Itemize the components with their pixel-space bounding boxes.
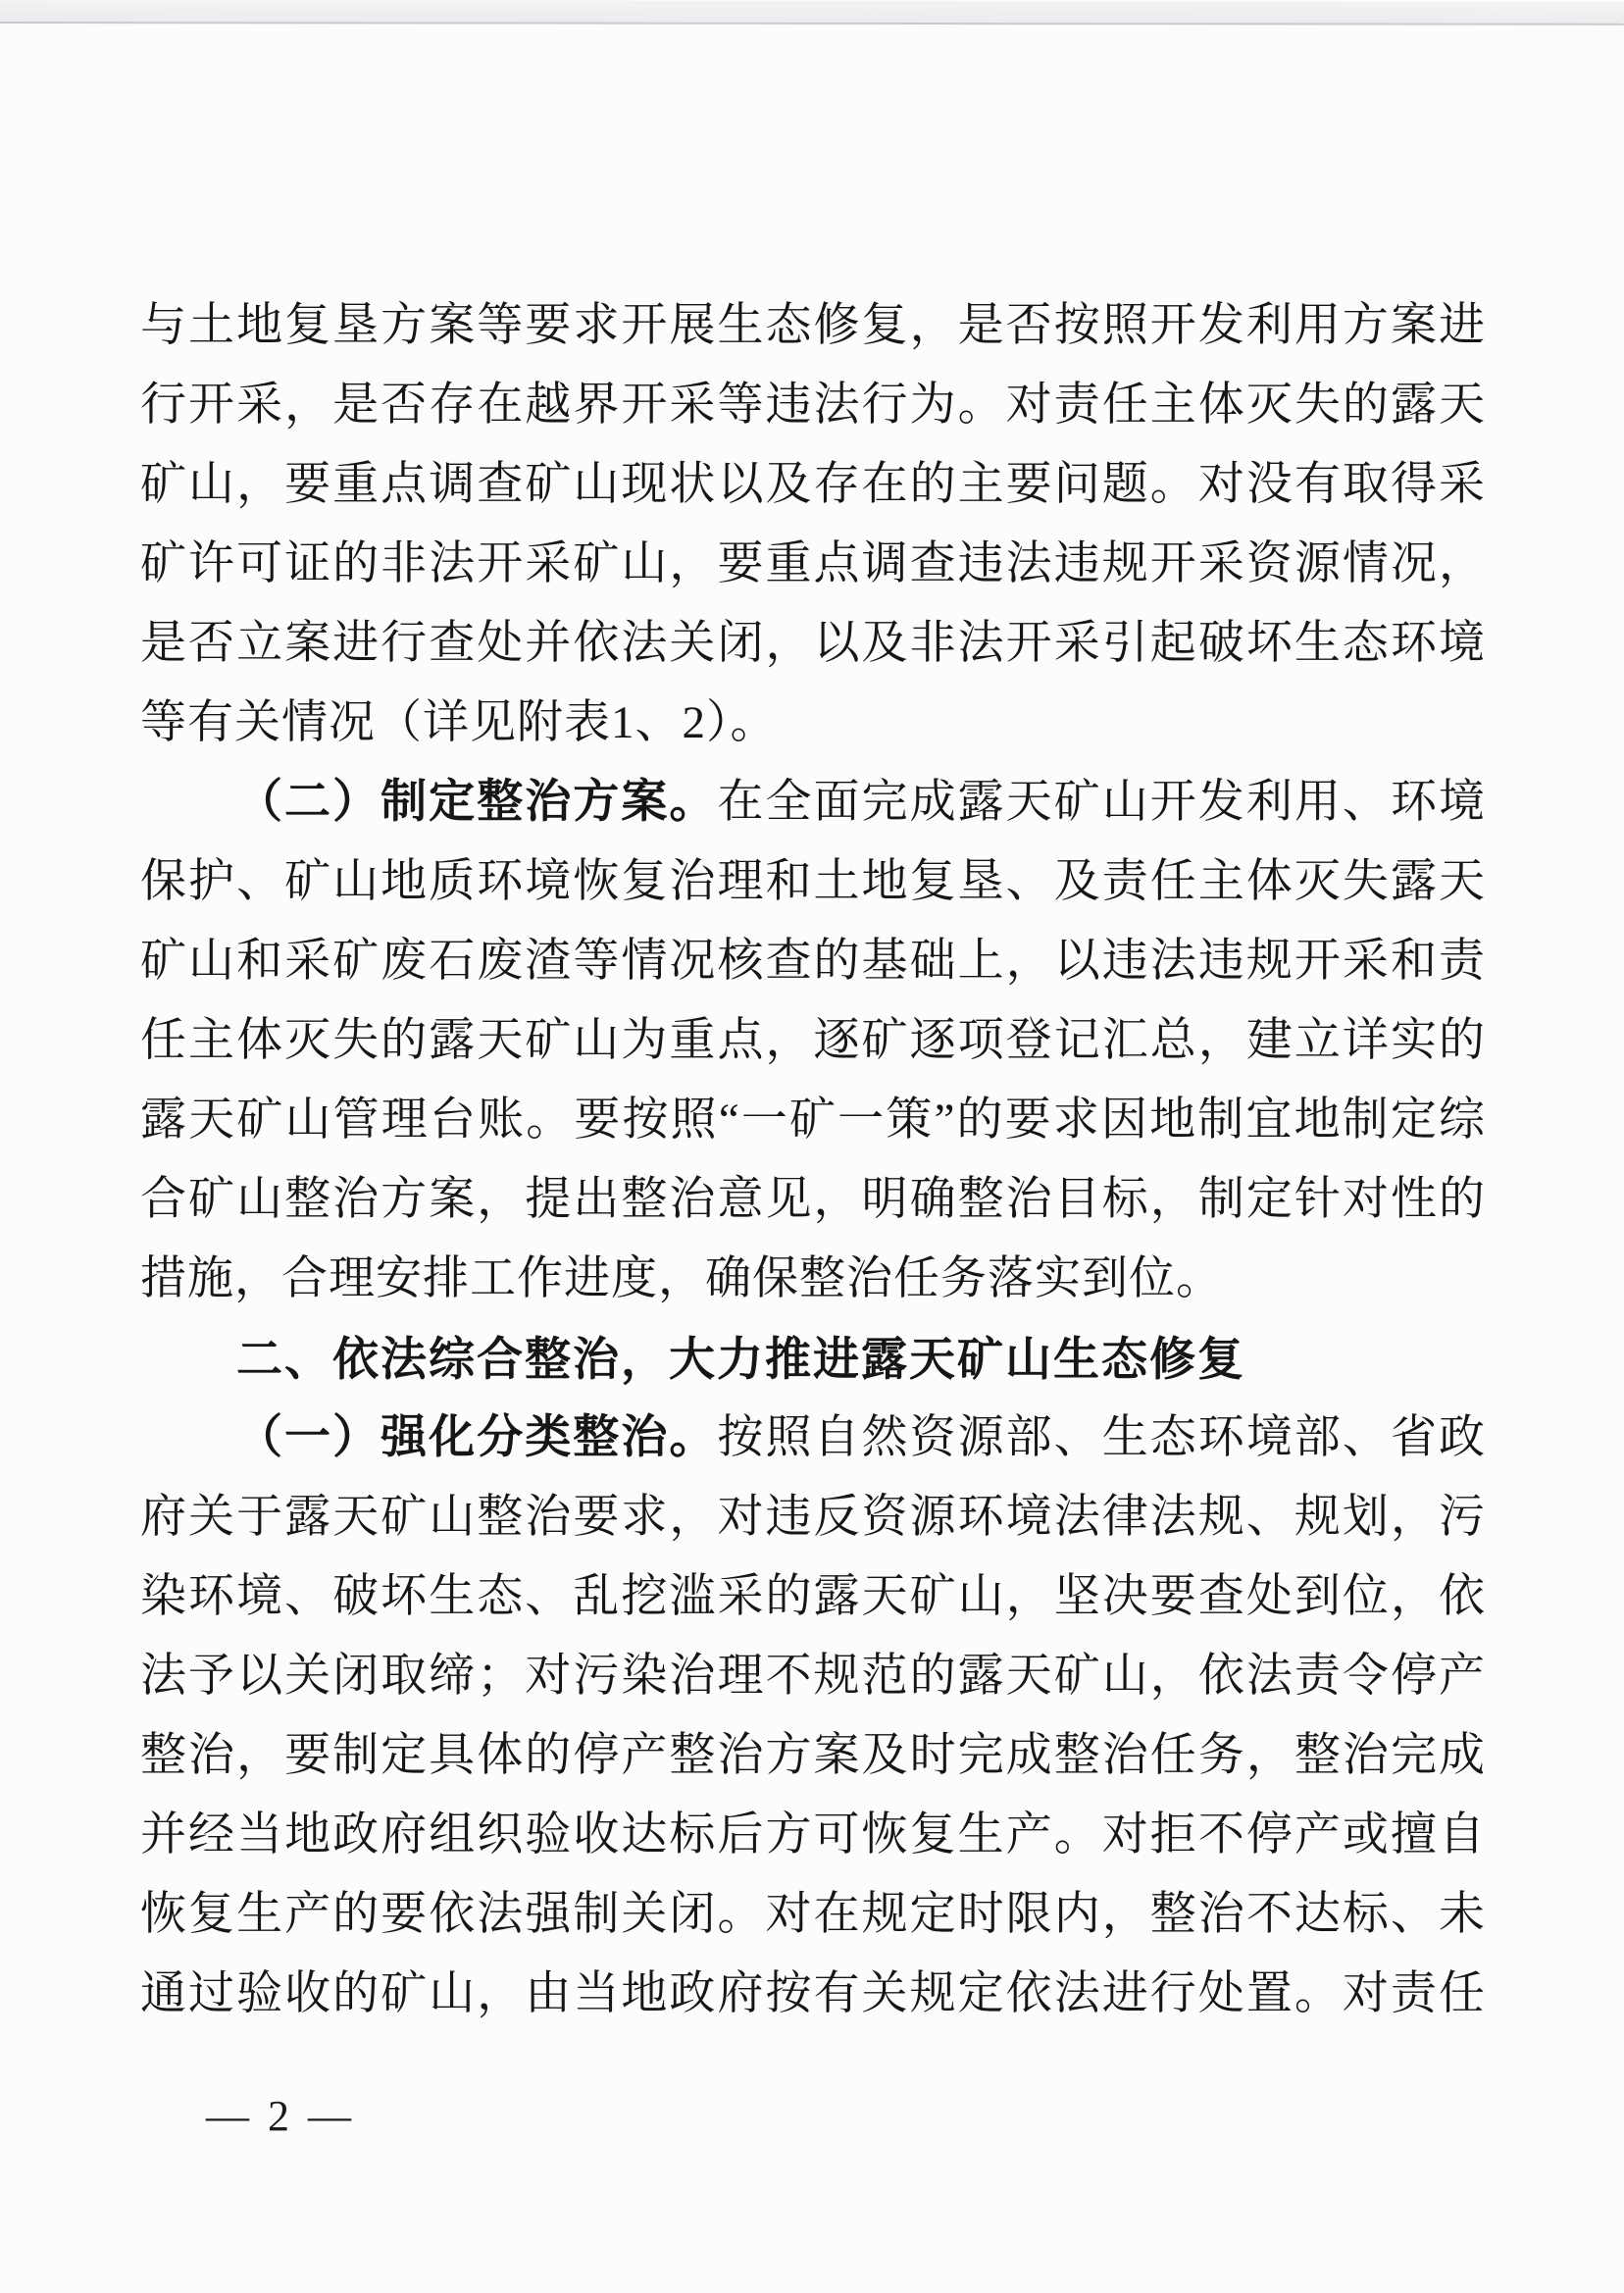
text-line: 矿山和采矿废石废渣等情况核查的基础上，以违法违规开采和责 [140, 936, 1486, 987]
text-line: 并经当地政府组织验收达标后方可恢复生产。对拒不停产或擅自 [140, 1809, 1486, 1860]
text-line: 染环境、破坏生态、乱挖滥采的露天矿山，坚决要查处到位，依 [140, 1571, 1486, 1622]
paragraph-lead: （二）制定整治方案。 [236, 777, 718, 828]
text-line: 法予以关闭取缔；对污染治理不规范的露天矿山，依法责令停产 [140, 1651, 1486, 1702]
text-line: 恢复生产的要依法强制关闭。对在规定时限内，整治不达标、未 [140, 1889, 1486, 1940]
text-line: 保护、矿山地质环境恢复治理和土地复垦、及责任主体灭失露天 [140, 856, 1486, 907]
paragraph-text: 在全面完成露天矿山开发利用、环境 [717, 777, 1487, 828]
text-line: 与土地复垦方案等要求开展生态修复，是否按照开发利用方案进 [140, 300, 1486, 351]
text-line: 等有关情况（详见附表1、2）。 [140, 697, 778, 748]
section-heading: 二、依法综合整治，大力推进露天矿山生态修复 [236, 1333, 1245, 1385]
text-line: 露天矿山管理台账。要按照“一矿一策”的要求因地制宜地制定综 [140, 1095, 1486, 1146]
text-line [140, 1399, 1486, 1478]
paragraph-text: 按照自然资源部、生态环境部、省政 [717, 1412, 1487, 1463]
text-line: 合矿山整治方案，提出整治意见，明确整治目标，制定针对性的 [140, 1174, 1486, 1225]
document-text-block [140, 286, 1486, 2034]
text-line: 通过验收的矿山，由当地政府按有关规定依法进行处置。对责任 [140, 1968, 1486, 2019]
text-line: 府关于露天矿山整治要求，对违反资源环境法律法规、规划，污 [140, 1492, 1486, 1543]
scanner-edge-band [0, 0, 1624, 25]
page-number: — 2 — [206, 2092, 355, 2140]
text-line: 行开采，是否存在越界开采等违法行为。对责任主体灭失的露天 [140, 380, 1486, 431]
text-line: 整治，要制定具体的停产整治方案及时完成整治任务，整治完成 [140, 1730, 1486, 1781]
text-line: 措施，合理安排工作进度，确保整治任务落实到位。 [140, 1253, 1223, 1304]
text-line: 任主体灭失的露天矿山为重点，逐矿逐项登记汇总，建立详实的 [140, 1015, 1486, 1066]
text-line [140, 763, 1486, 842]
paragraph-lead: （一）强化分类整治。 [236, 1412, 718, 1463]
text-line: 矿山，要重点调查矿山现状以及存在的主要问题。对没有取得采 [140, 459, 1486, 510]
text-line: 是否立案进行查处并依法关闭，以及非法开采引起破坏生态环境 [140, 618, 1486, 669]
text-line: 矿许可证的非法开采矿山，要重点调查违法违规开采资源情况， [140, 538, 1486, 589]
